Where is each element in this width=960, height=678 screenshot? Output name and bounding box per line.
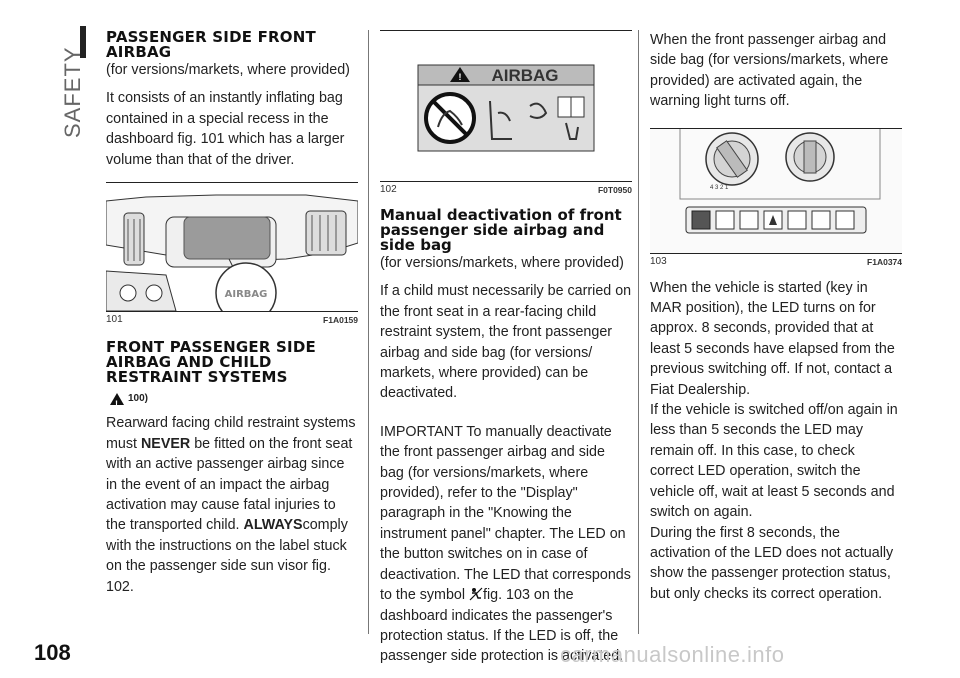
passenger-airbag-off-icon [469,587,483,601]
figure-code: F1A0159 [323,315,358,326]
figure-103-caption [650,254,902,268]
dashboard-airbag-illustration [106,183,358,311]
emphasis-always: ALWAYS [243,517,303,534]
emphasis-never: NEVER [140,435,191,452]
page-number: 108 [34,640,71,665]
figure-number: 102 [380,184,397,195]
column-middle [380,30,632,667]
paragraph-child-front-seat: If a child must necessarily be carried on the front seat in a rear-facing child restraint system, the front passenger airbag and side bag (for versions/ markets, where provided) can be deactivated. [380,283,632,402]
paragraph-child-restraint: Rearward facing child restraint systems must NEVER be fitted on the front seat with an active passenger airbag since in the event of an impact the airbag activation may cause fatal injuries to the transported child. ALWAYScomply with the instructions on the label stuck on the passenger side sun visor fig. 102. [106,415,356,595]
dashboard-led-switch-illustration [650,129,902,253]
paragraph-led-check: During the first 8 seconds, the activation of the LED does not actually show the passenger protection status, but only checks its correct operation. [650,524,894,602]
paragraph-airbag-description: It consists of an instantly inflating bag contained in a special recess in the dashboard fig. 101 which has a larger volume than that of the driver. [106,90,345,168]
warning-triangle-icon [110,393,124,405]
heading-manual-deactivation: Manual deactivation of front passenger side airbag and side bag [380,206,622,254]
heading-subtext: (for versions/markets, where provided) [106,62,350,78]
figure-102 [380,30,632,182]
column-divider [368,30,369,634]
column-left [106,30,358,597]
figure-102-caption [380,182,632,196]
airbag-emblem-text: AIRBAG [224,289,268,301]
figure-103 [650,128,902,254]
warning-reference [110,389,358,409]
paragraph-led-start: When the vehicle is started (key in MAR position), the LED turns on for approx. 8 seconds, provided that at least 5 seconds have elapsed from the previous switching off. If not, contact a Fiat Dealership. [650,279,895,398]
paragraph-led-restart: If the vehicle is switched off/on again in less than 5 seconds the LED may remain off. In this case, to check correct LED operation, switch the vehicle off, wait at least 5 seconds and switch on again. [650,402,898,521]
column-divider [638,30,639,634]
watermark: carmanualsonline.info [560,642,785,667]
figure-number: 103 [650,255,667,267]
section-tab-label: SAFETY [60,46,85,138]
paragraph-reactivation: When the front passenger airbag and side bag (for versions/markets, where provided) are activated again, the warning light turns off. [650,32,889,110]
airbag-warning-label-illustration [380,31,632,181]
heading-passenger-airbag: PASSENGER SIDE FRONT AIRBAG [106,28,316,61]
heading-child-restraint: FRONT PASSENGER SIDE AIRBAG AND CHILD RESTRAINT SYSTEMS [106,338,316,387]
svg-text:4 3 2 1: 4 3 2 1 [710,184,729,191]
label-airbag-text: AIRBAG [491,66,559,85]
figure-code: F0T0950 [597,185,632,195]
paragraph-important: IMPORTANT To manually deactivate the front passenger airbag and side bag (for versions/markets, where provided), refer to the "Display" paragraph in the "Knowing the instrument panel" chapter. The LED on the button switches on in case of deactivation. The LED that corresponds to the symbol fig. 103 on the dashboard indicates the passenger's protection status. If the LED is off, the passenger side protection is activated. [380,423,631,665]
figure-code: F1A0374 [867,256,902,267]
column-right [650,30,902,604]
figure-101 [106,182,358,312]
section-tab [40,26,88,176]
svg-text:!: ! [458,72,462,82]
figure-101-caption [106,312,358,326]
figure-number: 101 [106,314,123,326]
warning-ref-number: 100) [128,393,149,405]
heading-subtext: (for versions/markets, where provided) [380,255,624,271]
